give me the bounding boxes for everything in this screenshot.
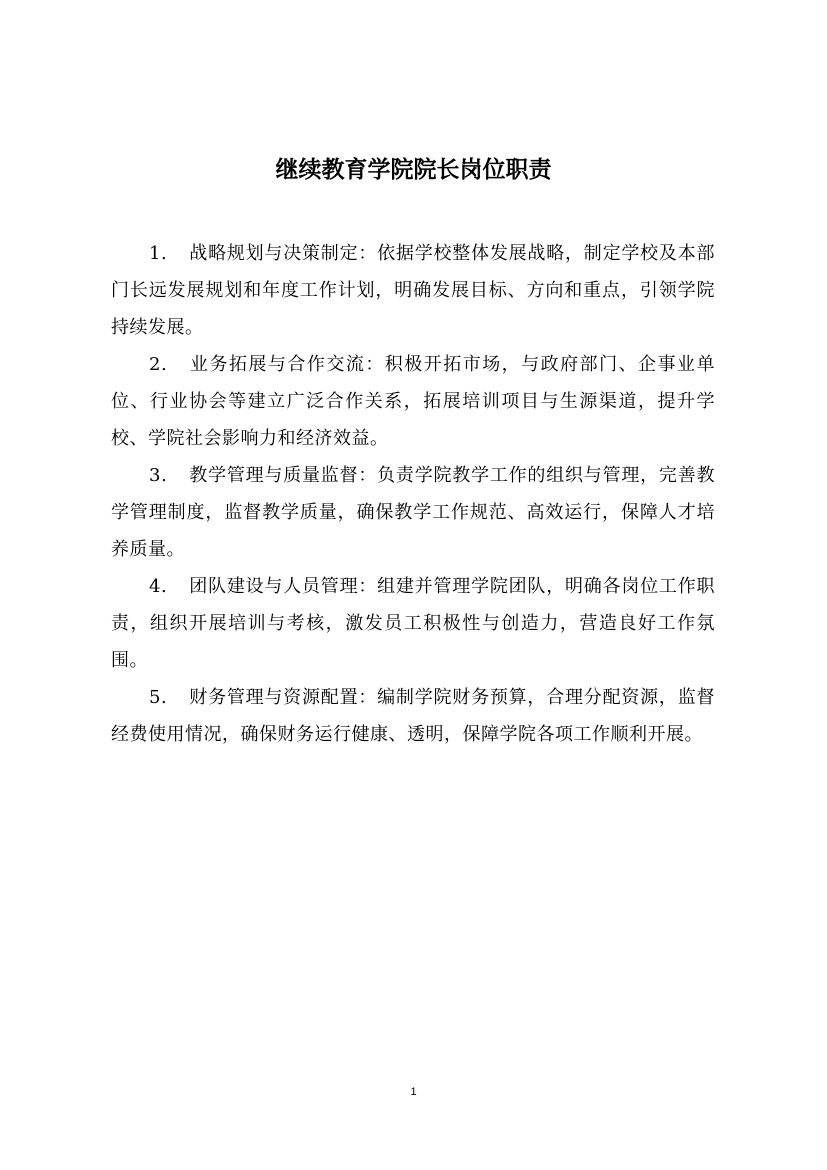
duty-item-3 [111, 457, 715, 568]
duty-text: 团队建设与人员管理：组建并管理学院团队，明确各岗位工作职责，组织开展培训与考核，激发员工积极性与创造力，营造良好工作氛围。 [111, 576, 715, 671]
duty-item-5 [111, 679, 715, 753]
duty-item-4 [111, 568, 715, 679]
duty-number: 3. [149, 465, 168, 486]
duty-number: 2. [149, 354, 168, 375]
page-number: 1 [410, 1086, 417, 1098]
duty-number: 5. [149, 687, 168, 708]
duty-text: 战略规划与决策制定：依据学校整体发展战略，制定学校及本部门长远发展规划和年度工作计划，明确发展目标、方向和重点，引领学院持续发展。 [111, 243, 715, 338]
duty-text: 财务管理与资源配置：编制学院财务预算，合理分配资源，监督经费使用情况，确保财务运行健康、透明，保障学院各项工作顺利开展。 [111, 687, 715, 745]
duty-item-1 [111, 235, 715, 346]
page-title: 继续教育学院院长岗位职责 [275, 157, 552, 183]
duty-number: 4. [149, 576, 168, 597]
duty-item-2 [111, 346, 715, 457]
duties-list [111, 235, 715, 753]
duty-number: 1. [149, 243, 168, 264]
duty-text: 业务拓展与合作交流：积极开拓市场，与政府部门、企事业单位、行业协会等建立广泛合作关系，拓展培训项目与生源渠道，提升学校、学院社会影响力和经济效益。 [111, 354, 715, 449]
duty-text: 教学管理与质量监督：负责学院教学工作的组织与管理，完善教学管理制度，监督教学质量，确保教学工作规范、高效运行，保障人才培养质量。 [111, 465, 715, 560]
